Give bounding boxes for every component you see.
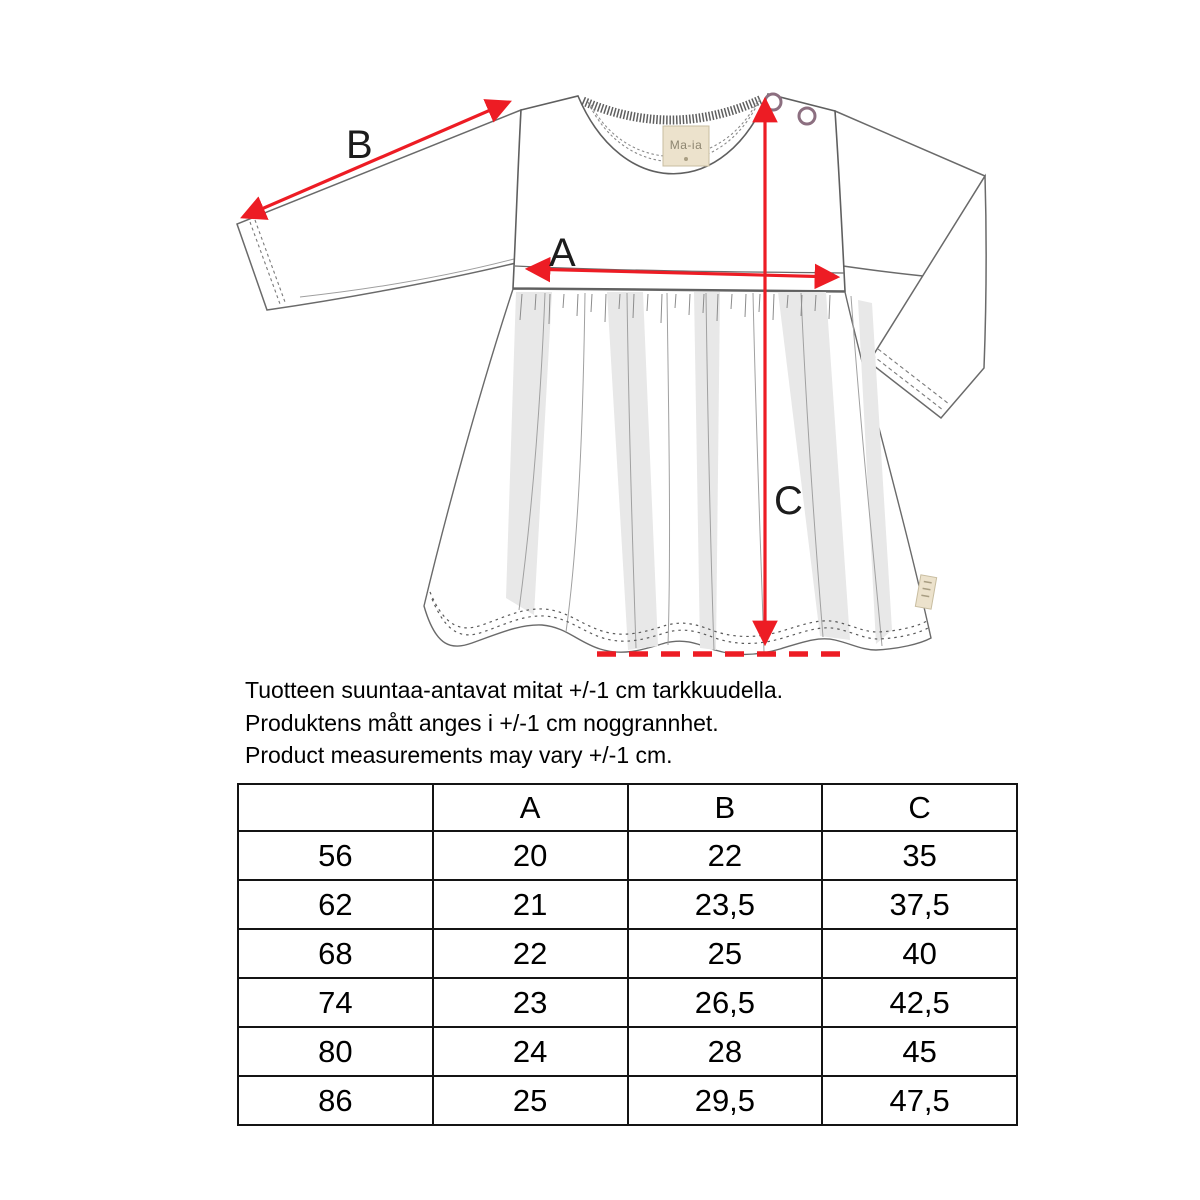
size-chart-body (238, 831, 1017, 1125)
value-cell: 28 (628, 1027, 823, 1076)
column-header-c: C (822, 784, 1017, 831)
value-cell: 25 (433, 1076, 628, 1125)
table-row (238, 1027, 1017, 1076)
note-swedish: Produktens mått anges i +/-1 cm noggrannhet. (245, 709, 719, 736)
skirt (424, 289, 937, 654)
measurement-notes (245, 674, 783, 772)
value-cell: 23 (433, 978, 628, 1027)
value-cell: 29,5 (628, 1076, 823, 1125)
snap-button (799, 108, 815, 124)
value-cell: 25 (628, 929, 823, 978)
measure-label-b: B (346, 123, 373, 167)
value-cell: 47,5 (822, 1076, 1017, 1125)
value-cell: 22 (433, 929, 628, 978)
brand-tag-text: Ma-ia (669, 138, 703, 152)
size-chart-header (238, 784, 1017, 831)
size-column-header (238, 784, 433, 831)
value-cell: 24 (433, 1027, 628, 1076)
table-row (238, 1076, 1017, 1125)
value-cell: 35 (822, 831, 1017, 880)
brand-tag (663, 126, 709, 166)
value-cell: 40 (822, 929, 1017, 978)
value-cell: 42,5 (822, 978, 1017, 1027)
size-cell: 86 (238, 1076, 433, 1125)
value-cell: 23,5 (628, 880, 823, 929)
value-cell: 22 (628, 831, 823, 880)
neck-binding (583, 99, 762, 120)
value-cell: 45 (822, 1027, 1017, 1076)
measure-label-a: A (549, 231, 576, 275)
size-chart-table (237, 783, 1018, 1126)
note-english: Product measurements may vary +/-1 cm. (245, 742, 673, 768)
table-row (238, 880, 1017, 929)
column-header-b: B (628, 784, 823, 831)
table-row (238, 831, 1017, 880)
size-cell: 80 (238, 1027, 433, 1076)
snap-button (765, 94, 781, 110)
left-sleeve (237, 110, 521, 310)
value-cell: 20 (433, 831, 628, 880)
size-cell: 68 (238, 929, 433, 978)
measure-label-c: C (774, 479, 803, 523)
table-row (238, 784, 1017, 831)
value-cell: 21 (433, 880, 628, 929)
value-cell: 37,5 (822, 880, 1017, 929)
column-header-a: A (433, 784, 628, 831)
side-tag (915, 575, 936, 609)
table-row (238, 929, 1017, 978)
size-cell: 56 (238, 831, 433, 880)
size-cell: 74 (238, 978, 433, 1027)
note-finnish: Tuotteen suuntaa-antavat mitat +/-1 cm tarkkuudella. (245, 677, 784, 703)
size-cell: 62 (238, 880, 433, 929)
value-cell: 26,5 (628, 978, 823, 1027)
table-row (238, 978, 1017, 1027)
